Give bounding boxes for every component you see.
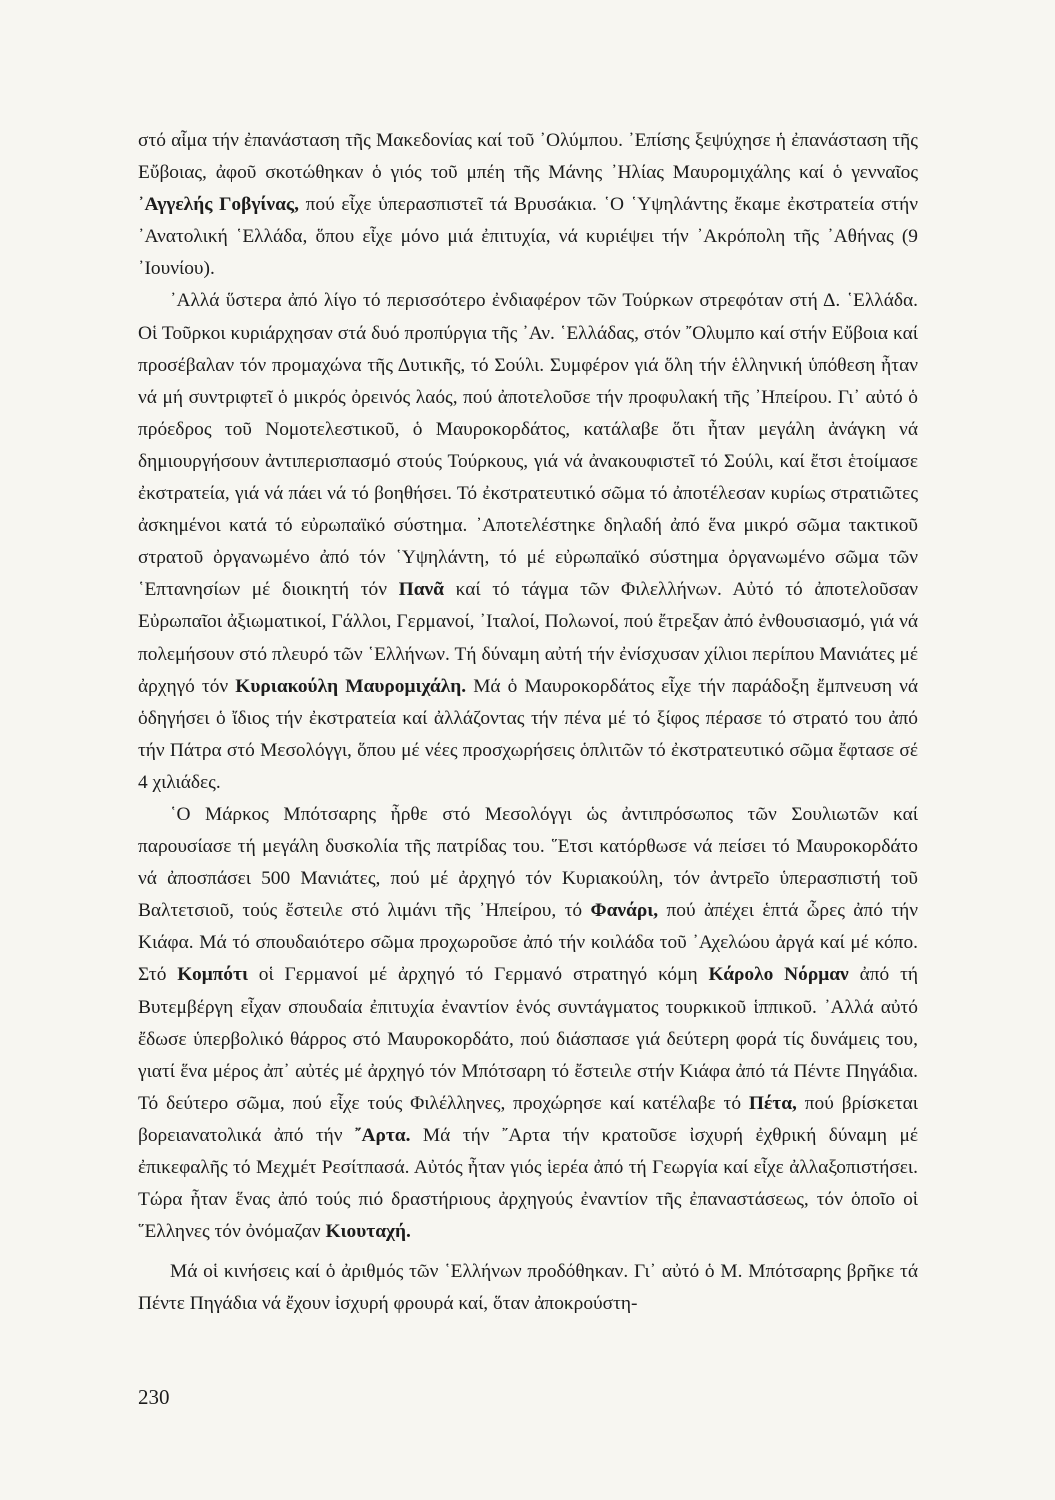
text-run: ῾Ο Μάρκος Μπότσαρης ἦρθε στό Μεσολόγγι ὡς ἀντιπρόσωπος τῶν Σουλιωτῶν καί παρουσίασε τή μεγάλη δυσκολία τῆς πατρίδας του. ῞Ετσι κατόρθωσε νά πείσει τό Μαυροκορδάτο νά ἀποσπάσει 500 Μανιάτες, πού μέ ἀρχηγό τόν Κυριακούλη, τόν ἀντρεῖο ὑπερασπιστή τοῦ Βαλτετσιοῦ, τούς ἔστειλε στό λιμάνι τῆς ᾽Ηπείρου, τό	[138, 803, 918, 922]
paragraph-1	[138, 125, 918, 285]
emphasized-name: Φανάρι,	[590, 900, 659, 922]
page-body	[138, 125, 918, 1320]
emphasized-name: Πέτα,	[748, 1092, 797, 1114]
text-run: ᾽Αλλά ὕστερα ἀπό λίγο τό περισσότερο ἐνδιαφέρον τῶν Τούρκων στρεφόταν στή Δ. ῾Ελλάδα. Οἱ Τοῦρκοι κυριάρχησαν στά δυό προπύργια τῆς ᾽Αν. ῾Ελλάδας, στόν ῎Ολυμπο καί στήν Εὔβοια καί προσέβαλαν τόν προμαχώνα τῆς Δυτικῆς, τό Σούλι. Συμφέρον γιά ὅλη τήν ἑλληνική ὑπόθεση ἦταν νά μή συντριφτεῖ ὁ μικρός ὀρεινός λαός, πού ἀποτελοῦσε τήν προφυλακή τῆς ᾽Ηπείρου. Γι᾽ αὐτό ὁ πρόεδρος τοῦ Νομοτελεστικοῦ, ὁ Μαυροκορδάτος, κατάλαβε ὅτι ἦταν μεγάλη ἀνάγκη νά δημιουργήσουν ἀντιπερισπασμό στούς Τούρκους, γιά νά ἀνακουφιστεῖ τό Σούλι, καί ἔτσι ἑτοίμασε ἐκστρατεία, γιά νά πάει νά τό βοηθήσει. Τό ἐκστρατευτικό σῶμα τό ἀποτέλεσαν κυρίως στρατιῶτες ἀσκημένοι κατά τό εὐρωπαϊκό σύστημα. ᾽Αποτελέστηκε δηλαδή ἀπό ἕνα μικρό σῶμα τακτικοῦ στρατοῦ ὀργανωμένο ἀπό τόν ῾Υψηλάντη, τό μέ εὐρωπαϊκό σύστημα ὀργανωμένο σῶμα τῶν ῾Επτανησίων μέ διοικητή τόν	[138, 290, 918, 601]
emphasized-name: ῎Αρτα.	[355, 1124, 411, 1146]
text-run: πού εἶχε ὑπερασπιστεῖ τά Βρυσάκια. ῾Ο ῾Υψηλάντης ἔκαμε ἐκστρατεία στήν ᾽Ανατολική ῾Ελλάδα, ὅπου εἶχε μόνο μιά ἐπιτυχία, νά κυριέψει τήν ᾽Ακρόπολη τῆς ᾽Αθήνας (9 ᾽Ιουνίου).	[138, 194, 919, 280]
text-run: ἀπό τή Βυτεμβέργη εἶχαν σπουδαία ἐπιτυχία ἐναντίον ἑνός συντάγματος τουρκικοῦ ἱππικοῦ. ᾽Αλλά αὐτό ἔδωσε ὑπερβολικό θάρρος στό Μαυροκορδάτο, πού διάσπασε γιά δεύτερη φορά τίς δυνάμεις του, γιατί ἕνα μέρος ἀπ᾽ αὐτές μέ ἀρχηγό τόν Μπότσαρη τό ἔστειλε στήν Κιάφα ἀπό τά Πέντε Πηγάδια. Τό δεύτερο σῶμα, πού εἶχε τούς Φιλέλληνες, προχώρησε καί κατέλαβε τό	[138, 964, 918, 1114]
text-run: οἱ Γερμανοί μέ ἀρχηγό τό Γερμανό στρατηγό κόμη	[247, 964, 709, 986]
text-run: καί τό τάγμα τῶν Φιλελλήνων. Αὐτό τό ἀποτελοῦσαν Εὐρωπαῖοι ἀξιωματικοί, Γάλλοι, Γερμανοί, ᾽Ιταλοί, Πολωνοί, πού ἔτρεξαν ἀπό ἐνθουσιασμό, γιά νά πολεμήσουν στό πλευρό τῶν ῾Ελλήνων. Τή δύναμη αὐτή τήν ἐνίσχυσαν χίλιοι περίπου Μανιάτες μέ ἀρχηγό τόν	[138, 579, 918, 697]
emphasized-name: Κάρολο Νόρμαν	[708, 964, 849, 986]
emphasized-name: Πανᾶ	[398, 579, 444, 601]
paragraph-4	[138, 1256, 918, 1320]
page-number: 230	[138, 1385, 170, 1409]
text-run: Μά τήν ῎Αρτα τήν κρατοῦσε ἰσχυρή ἐχθρική δύναμη μέ ἐπικεφαλῆς τό Μεχμέτ Ρεσίτπασά. Αὐτός ἦταν γιός ἱερέα ἀπό τή Γεωργία καί εἶχε ἀλλαξοπιστήσει. Τώρα ἦταν ἕνας ἀπό τούς πιό δραστήριους ἀρχηγούς ἐναντίον τῆς ἐπαναστάσεως, τόν ὁποῖο οἱ ῞Ελληνες τόν ὀνόμαζαν	[138, 1124, 918, 1243]
paragraph-3	[138, 799, 918, 1248]
text-run: Μά οἱ κινήσεις καί ὁ ἀριθμός τῶν ῾Ελλήνων προδόθηκαν. Γι᾽ αὐτό ὁ Μ. Μπότσαρης βρῆκε τά Πέντε Πηγάδια νά ἔχουν ἰσχυρή φρουρά καί, ὅταν ἀποκρούστη-	[138, 1261, 918, 1315]
paragraph-2	[138, 285, 918, 799]
text-run: στό αἷμα τήν ἐπανάσταση τῆς Μακεδονίας καί τοῦ ᾽Ολύμπου. ᾽Επίσης ξεψύχησε ἡ ἐπανάσταση τῆς Εὔβοιας, ἀφοῦ σκοτώθηκαν ὁ γιός τοῦ μπέη τῆς Μάνης ᾽Ηλίας Μαυρομιχάλης καί ὁ γενναῖος	[138, 130, 918, 184]
emphasized-name: ᾽Αγγελής Γοβγίνας,	[138, 194, 299, 216]
emphasized-name: Κιουταχή.	[325, 1221, 411, 1243]
emphasized-name: Κομπότι	[177, 964, 248, 986]
text-run: πού ἀπέχει ἑπτά ὧρες ἀπό τήν Κιάφα. Μά τό σπουδαιότερο σῶμα προχωροῦσε ἀπό τήν κοιλάδα τοῦ ᾽Αχελώου ἀργά καί μέ κόπο. Στό	[138, 900, 919, 986]
emphasized-name: Κυριακούλη Μαυρομιχάλη.	[235, 675, 467, 697]
text-run: πού βρίσκεται βορειανατολικά ἀπό τήν	[138, 1092, 919, 1146]
text-run: Μά ὁ Μαυροκορδάτος εἶχε τήν παράδοξη ἔμπνευση νά ὁδηγήσει ὁ ἴδιος τήν ἐκστρατεία καί ἀλλάζοντας τήν πένα μέ τό ξίφος πέρασε τό στρατό του ἀπό τήν Πάτρα στό Μεσολόγγι, ὅπου μέ νέες προσχωρήσεις ὁπλιτῶν τό ἐκστρατευτικό σῶμα ἔφτασε σέ 4 χιλιάδες.	[138, 675, 919, 793]
